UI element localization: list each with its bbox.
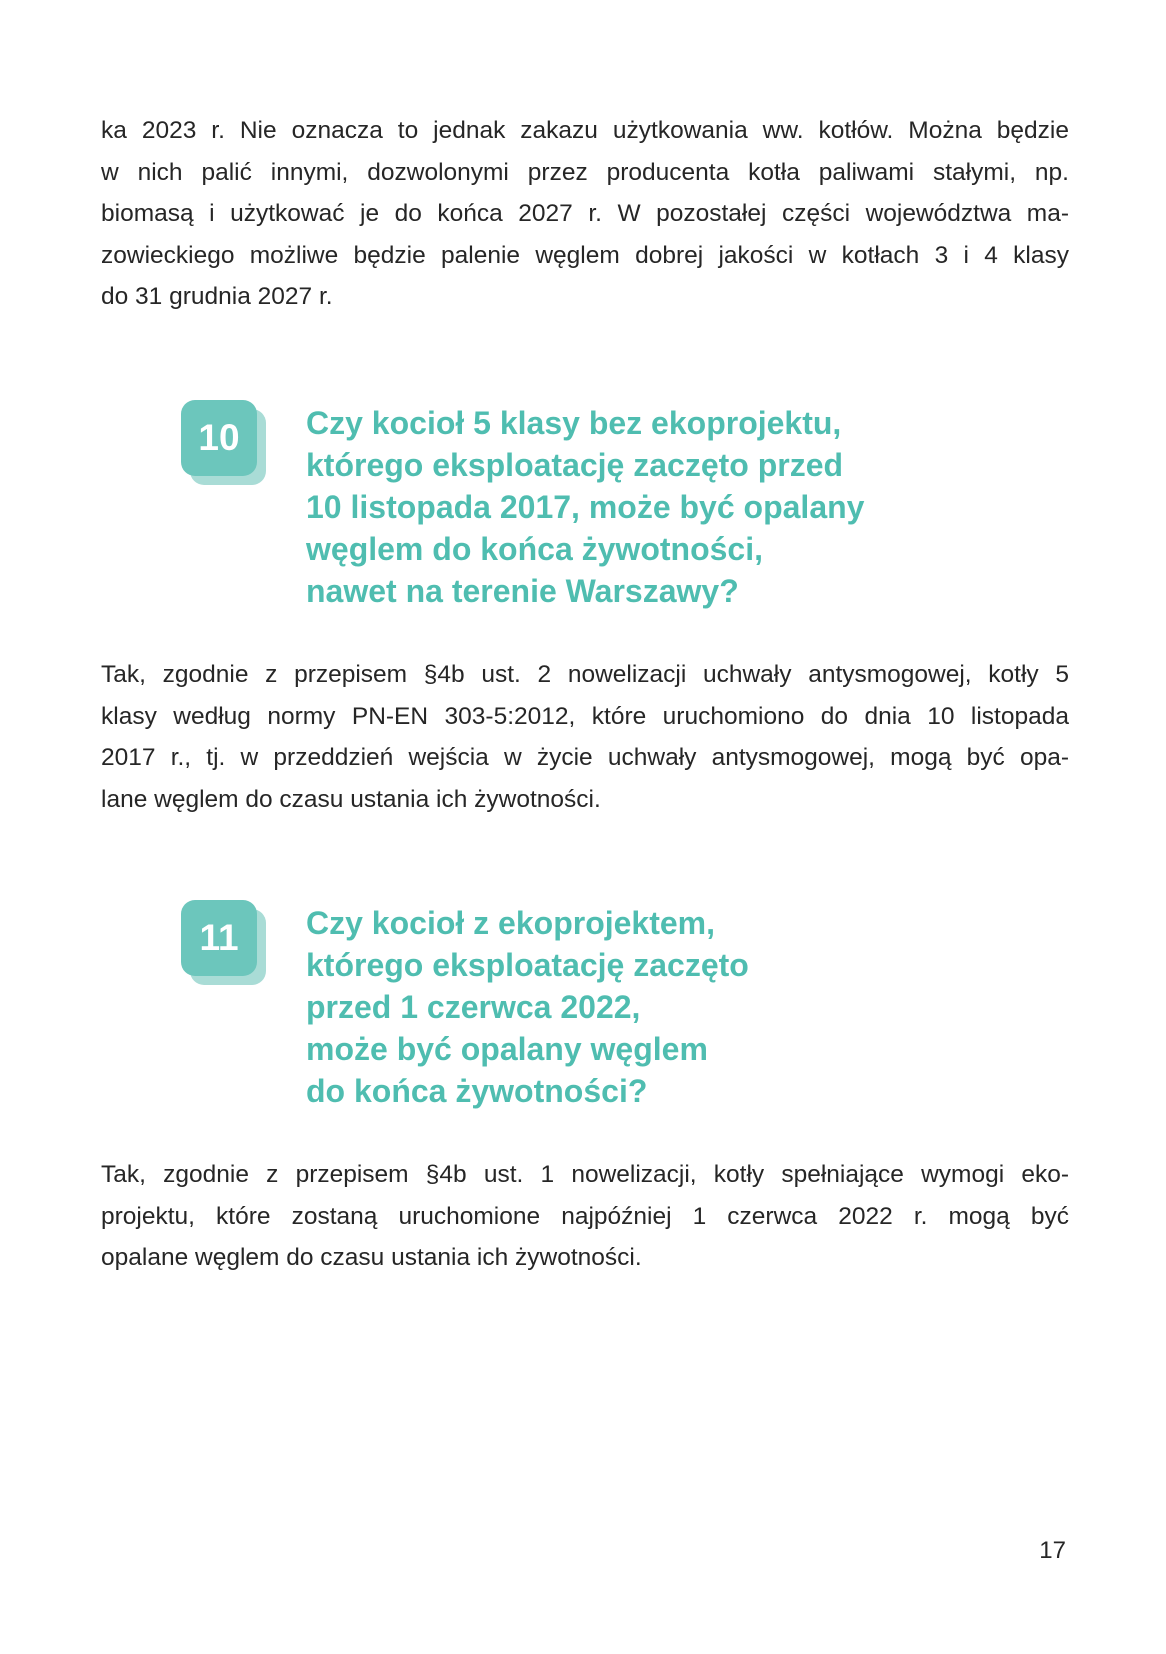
text-line: ka 2023 r. Nie oznacza to jednak zakazu użytkowania ww. kotłów. Można będzie bbox=[101, 117, 1069, 144]
question-line: do końca żywotności? bbox=[306, 1073, 648, 1109]
question-line: węglem do końca żywotności, bbox=[306, 531, 763, 567]
question-line: którego eksploatację zaczęto przed bbox=[306, 447, 844, 483]
answer-paragraph bbox=[101, 1154, 1069, 1279]
question-line: 10 listopada 2017, może być opalany bbox=[306, 489, 865, 525]
question-number: 10 bbox=[198, 417, 240, 458]
text-line: do 31 grudnia 2027 r. bbox=[101, 283, 333, 310]
text-line: projektu, które zostaną uruchomione najpóźniej 1 czerwca 2022 r. mogą być bbox=[101, 1202, 1069, 1230]
question-line: może być opalany węglem bbox=[306, 1031, 708, 1067]
text-line: opalane węglem do czasu ustania ich żywotności. bbox=[101, 1244, 642, 1271]
text-line: w nich palić innymi, dozwolonymi przez producenta kotła paliwami stałymi, np. bbox=[101, 158, 1069, 186]
text-line: zowieckiego możliwe będzie palenie węglem dobrej jakości w kotłach 3 i 4 klasy bbox=[101, 241, 1069, 269]
question-line: przed 1 czerwca 2022, bbox=[306, 989, 641, 1025]
text-line: 2017 r., tj. w przeddzień wejścia w życie uchwały antysmogowej, mogą być opa- bbox=[101, 744, 1069, 771]
question-line: którego eksploatację zaczęto bbox=[306, 947, 749, 983]
text-line: Tak, zgodnie z przepisem §4b ust. 2 nowelizacji uchwały antysmogowej, kotły 5 bbox=[101, 661, 1069, 688]
question-number-badge bbox=[181, 400, 267, 486]
question-line: Czy kocioł z ekoprojektem, bbox=[306, 905, 716, 941]
question-heading bbox=[306, 902, 749, 1112]
answer-paragraph bbox=[101, 654, 1069, 820]
question-number-badge bbox=[181, 900, 267, 986]
intro-paragraph bbox=[101, 110, 1069, 318]
text-line: biomasą i użytkować je do końca 2027 r. W pozostałej części województwa ma- bbox=[101, 200, 1069, 227]
text-line: Tak, zgodnie z przepisem §4b ust. 1 nowelizacji, kotły spełniające wymogi eko- bbox=[101, 1161, 1069, 1188]
question-heading bbox=[306, 402, 864, 612]
text-line: lane węglem do czasu ustania ich żywotności. bbox=[101, 785, 601, 813]
question-line: nawet na terenie Warszawy? bbox=[306, 573, 739, 609]
text-line: klasy według normy PN-EN 303-5:2012, które uruchomiono do dnia 10 listopada bbox=[101, 702, 1069, 730]
question-number: 11 bbox=[199, 917, 239, 958]
page-number: 17 bbox=[1039, 1537, 1066, 1564]
question-line: Czy kocioł 5 klasy bez ekoprojektu, bbox=[306, 405, 842, 441]
